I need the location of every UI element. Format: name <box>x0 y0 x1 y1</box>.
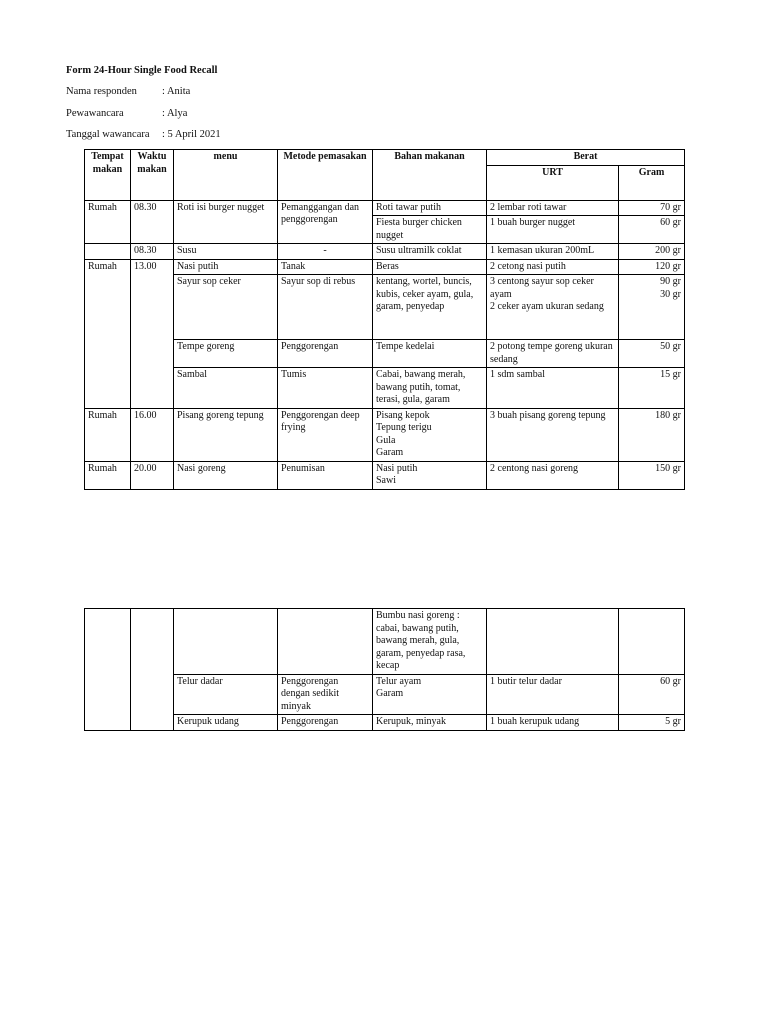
field-value: : 5 April 2021 <box>162 129 221 140</box>
cell-bahan: Susu ultramilk coklat <box>373 244 487 260</box>
cell-metode: Penggorengan deep frying <box>278 408 373 461</box>
cell-gram: 70 gr <box>619 200 685 216</box>
cell-urt <box>487 275 619 340</box>
bahan-line: Pisang kepok <box>376 409 430 421</box>
cell-bahan: Kerupuk, minyak <box>373 715 487 731</box>
cell-menu: Sayur sop ceker <box>174 275 278 340</box>
gram-line: 90 gr <box>660 276 682 287</box>
cell-gram: 120 gr <box>619 259 685 275</box>
cell-bahan: Beras <box>373 259 487 275</box>
header-waktu: Waktu makan <box>131 150 174 201</box>
cell-metode: Penggorengan <box>278 715 373 731</box>
cell-metode: Tumis <box>278 368 373 409</box>
cell-waktu: 16.00 <box>131 408 174 461</box>
table-row <box>85 609 685 675</box>
header-urt: URT <box>487 165 619 200</box>
cell-tempat <box>85 609 131 731</box>
bahan-line: Telur ayam <box>376 675 422 687</box>
cell-bahan: kentang, wortel, buncis, kubis, ceker ayam, gula, garam, penyedap <box>373 275 487 340</box>
cell-urt: 1 butir telur dadar <box>487 674 619 715</box>
cell-gram <box>619 609 685 675</box>
cell-bahan <box>373 674 487 715</box>
field-value: : Anita <box>162 86 191 97</box>
table-row <box>85 461 685 489</box>
cell-urt: 1 buah kerupuk udang <box>487 715 619 731</box>
cell-urt: 2 lembar roti tawar <box>487 200 619 216</box>
header-bahan: Bahan makanan <box>373 150 487 201</box>
field-value: : Alya <box>162 108 188 119</box>
cell-gram <box>619 275 685 340</box>
field-label: Tanggal wawancara <box>66 129 150 140</box>
cell-waktu: 08.30 <box>131 244 174 260</box>
food-recall-table-continued <box>84 608 685 731</box>
cell-waktu: 08.30 <box>131 200 174 244</box>
gram-line: 30 gr <box>660 288 682 300</box>
cell-gram: 60 gr <box>619 674 685 715</box>
food-recall-table <box>84 149 685 490</box>
cell-tempat: Rumah <box>85 259 131 408</box>
bahan-line: Nasi putih <box>376 462 418 474</box>
cell-menu <box>174 609 278 675</box>
cell-menu: Nasi goreng <box>174 461 278 489</box>
table-row <box>85 674 685 715</box>
cell-bahan: Tempe kedelai <box>373 340 487 368</box>
form-title: Form 24-Hour Single Food Recall <box>66 65 218 76</box>
cell-metode: Tanak <box>278 259 373 275</box>
bahan-line: Garam <box>376 688 404 699</box>
table-row <box>85 244 685 260</box>
header-menu: menu <box>174 150 278 201</box>
cell-gram: 60 gr <box>619 216 685 244</box>
cell-waktu: 13.00 <box>131 259 174 408</box>
field-nama-responden <box>66 86 190 97</box>
cell-metode: - <box>278 244 373 260</box>
table-row <box>85 368 685 409</box>
cell-metode <box>278 609 373 675</box>
cell-gram: 15 gr <box>619 368 685 409</box>
cell-menu: Sambal <box>174 368 278 409</box>
header-gram: Gram <box>619 165 685 200</box>
cell-menu: Pisang goreng tepung <box>174 408 278 461</box>
cell-metode: Penggorengan <box>278 340 373 368</box>
cell-bahan: Bumbu nasi goreng : cabai, bawang putih, bawang merah, gula, garam, penyedap rasa, kecap <box>373 609 487 675</box>
bahan-line: Tepung terigu <box>376 422 432 433</box>
cell-menu: Roti isi burger nugget <box>174 200 278 244</box>
cell-waktu: 20.00 <box>131 461 174 489</box>
cell-tempat: Rumah <box>85 461 131 489</box>
cell-urt: 1 buah burger nugget <box>487 216 619 244</box>
table-row <box>85 340 685 368</box>
cell-urt: 2 centong nasi goreng <box>487 461 619 489</box>
cell-tempat <box>85 244 131 260</box>
cell-gram: 200 gr <box>619 244 685 260</box>
table-row <box>85 200 685 216</box>
table-row <box>85 259 685 275</box>
table-row <box>85 275 685 340</box>
cell-bahan <box>373 408 487 461</box>
cell-urt: 2 potong tempe goreng ukuran sedang <box>487 340 619 368</box>
cell-urt: 1 sdm sambal <box>487 368 619 409</box>
table-row <box>85 408 685 461</box>
urt-line: 2 ceker ayam ukuran sedang <box>490 301 604 312</box>
cell-bahan: Cabai, bawang merah, bawang putih, tomat, terasi, gula, garam <box>373 368 487 409</box>
cell-urt: 3 buah pisang goreng tepung <box>487 408 619 461</box>
cell-bahan <box>373 461 487 489</box>
table-row <box>85 715 685 731</box>
header-metode: Metode pemasakan <box>278 150 373 201</box>
cell-gram: 150 gr <box>619 461 685 489</box>
header-row <box>85 150 685 166</box>
cell-gram: 180 gr <box>619 408 685 461</box>
field-label: Pewawancara <box>66 108 124 119</box>
cell-menu: Telur dadar <box>174 674 278 715</box>
field-tanggal-wawancara <box>66 129 221 140</box>
cell-tempat: Rumah <box>85 408 131 461</box>
field-label: Nama responden <box>66 86 137 97</box>
cell-metode: Pemanggangan dan penggorengan <box>278 200 373 244</box>
bahan-line: Garam <box>376 447 404 458</box>
cell-menu: Kerupuk udang <box>174 715 278 731</box>
cell-urt: 1 kemasan ukuran 200mL <box>487 244 619 260</box>
field-pewawancara <box>66 108 187 119</box>
bahan-line: Gula <box>376 434 396 446</box>
cell-gram: 5 gr <box>619 715 685 731</box>
cell-menu: Nasi putih <box>174 259 278 275</box>
cell-tempat: Rumah <box>85 200 131 244</box>
urt-line: 3 centong sayur sop ceker ayam <box>490 276 594 300</box>
cell-menu: Tempe goreng <box>174 340 278 368</box>
cell-urt <box>487 609 619 675</box>
cell-metode: Sayur sop di rebus <box>278 275 373 340</box>
header-tempat: Tempat makan <box>85 150 131 201</box>
cell-urt: 2 cetong nasi putih <box>487 259 619 275</box>
cell-waktu <box>131 609 174 731</box>
cell-bahan: Fiesta burger chicken nugget <box>373 216 487 244</box>
cell-metode: Penggorengan dengan sedikit minyak <box>278 674 373 715</box>
cell-metode: Penumisan <box>278 461 373 489</box>
bahan-line: Sawi <box>376 475 396 486</box>
cell-gram: 50 gr <box>619 340 685 368</box>
cell-bahan: Roti tawar putih <box>373 200 487 216</box>
cell-menu: Susu <box>174 244 278 260</box>
header-berat: Berat <box>487 150 685 166</box>
